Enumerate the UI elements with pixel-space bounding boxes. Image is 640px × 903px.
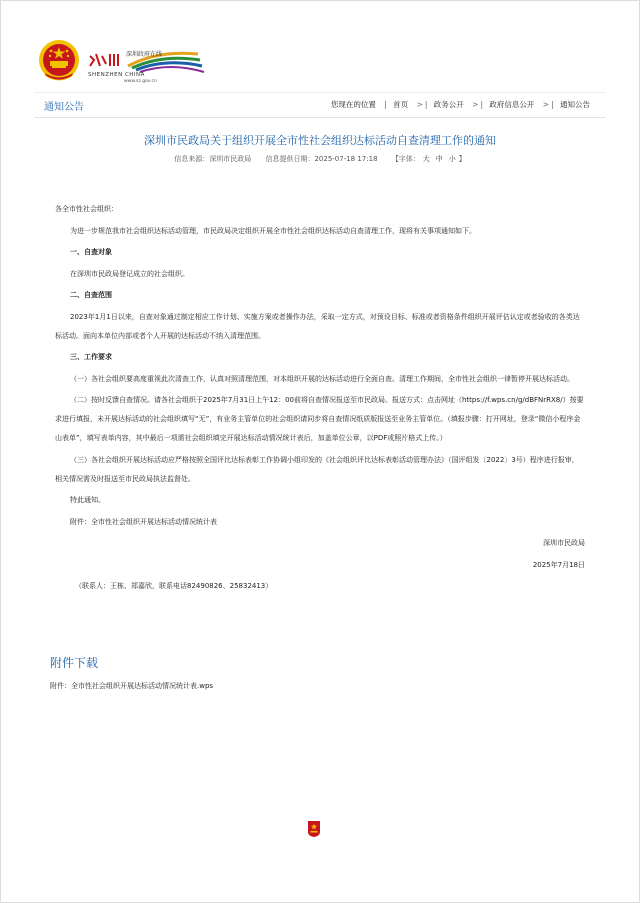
body-paragraph: 在深圳市民政局登记成立的社会组织。 — [70, 269, 189, 278]
section-title[interactable]: 通知公告 — [44, 102, 84, 113]
meta-date: 信息提供日期：2025-07-18 17:18 — [265, 155, 378, 163]
nav-bar — [34, 92, 606, 118]
shenzhen-gov-logo[interactable] — [88, 48, 208, 88]
logo-subtitle: SHENZHEN CHINA — [88, 72, 145, 78]
breadcrumb-home[interactable]: 首页 — [393, 100, 409, 109]
font-size-small-button[interactable]: 小 — [448, 155, 456, 163]
body-paragraph: （三）各社会组织开展达标活动应严格按照全国评比达标表彰工作协调小组印发的《社会组织评比达标表彰活动管理办法》（国评组发〔2022〕3号）程序进行报审，相关情况需及时报送至市民政局执法监督处。 — [55, 455, 579, 483]
breadcrumb-notices[interactable]: 通知公告 — [560, 100, 590, 109]
breadcrumb-separator: > — [542, 100, 550, 109]
logo-text: 深圳政府在线 — [126, 51, 163, 58]
download-file-link[interactable]: 附件：全市性社会组织开展达标活动情况统计表.wps — [50, 682, 214, 690]
signature-date: 2025年7月18日 — [532, 560, 585, 569]
contact-info: （联系人：王栋、郑嘉欣，联系电话82490826、25832413） — [75, 582, 273, 590]
signature-org: 深圳市民政局 — [543, 539, 585, 547]
font-size-medium-button[interactable]: 中 — [435, 155, 443, 163]
article-title: 深圳市民政局关于组织开展全市性社会组织达标活动自查清理工作的通知 — [144, 134, 496, 147]
logo-url: www.sz.gov.cn — [124, 79, 157, 84]
closing-line: 特此通知。 — [70, 496, 105, 504]
section-heading: 一、自查对象 — [70, 248, 112, 256]
site-header — [36, 38, 236, 88]
breadcrumb-separator: > — [472, 100, 479, 109]
breadcrumb-gov-affairs[interactable]: 政务公开 — [433, 100, 464, 109]
national-emblem-icon[interactable] — [36, 38, 82, 84]
attachment-note: 附件：全市性社会组织开展达标活动情况统计表 — [70, 517, 217, 526]
body-paragraph: （二）按时反馈自查情况。请各社会组织于2025年7月31日上午12：00前将自查情况报送至市民政局。报送方式：点击网址（https://f.wps.cn/g/dBFNrRX8/）按要求进行填报，未开展达标活动的社会组织填写“无”，有业务主管单位的社会组织请同步将自查情况纸质版报送至业务主管单位。（填报步骤：打开网址，登录“微信小程序金山表单”，填写表单内容，其中最后一项需社会组织填完开展达标活动情况统计表后，加盖单位公章，以PDF或照片格式上传。） — [55, 396, 584, 442]
font-size-close: 】 — [458, 155, 466, 163]
breadcrumb-separator: > — [416, 100, 423, 109]
body-paragraph: 2023年1月1日以来，自查对象通过制定相应工作计划、实施方案或者操作办法，采取一定方式，对预设目标、标准或者资格条件组织开展评估认定或者验收的各类达标活动。面向本单位内部或者个人开展的达标活动不纳入清理范围。 — [55, 312, 580, 340]
article-meta — [0, 154, 640, 164]
party-emblem-icon[interactable] — [307, 820, 321, 838]
meta-source: 信息来源：深圳市民政局 — [174, 155, 252, 163]
section-heading: 三、工作要求 — [70, 353, 112, 361]
section-heading: 二、自查范围 — [70, 291, 112, 299]
article-body — [55, 200, 585, 599]
font-size-label: 【字体： — [391, 155, 420, 163]
salutation: 各全市性社会组织： — [55, 205, 118, 213]
intro-paragraph: 为进一步规范我市社会组织达标活动管理，市民政局决定组织开展全市性社会组织达标活动自查清理工作，现将有关事项通知如下。 — [70, 226, 476, 235]
breadcrumb-info-disclosure[interactable]: 政府信息公开 — [489, 100, 535, 109]
breadcrumb: 您现在的位置 | 首页 > | 政务公开 > | 政府信息公开 > | 通知公告 — [330, 100, 590, 109]
font-size-control — [392, 155, 466, 163]
font-size-large-button[interactable]: 大 — [422, 155, 430, 163]
downloads-heading: 附件下载 — [50, 656, 99, 670]
breadcrumb-location-label: 您现在的位置 — [330, 100, 376, 109]
body-paragraph: （一）各社会组织要高度重视此次清查工作，认真对照清理范围，对本组织开展的达标活动进行全面自查。清理工作期间，全市性社会组织一律暂停开展达标活动。 — [70, 374, 574, 383]
